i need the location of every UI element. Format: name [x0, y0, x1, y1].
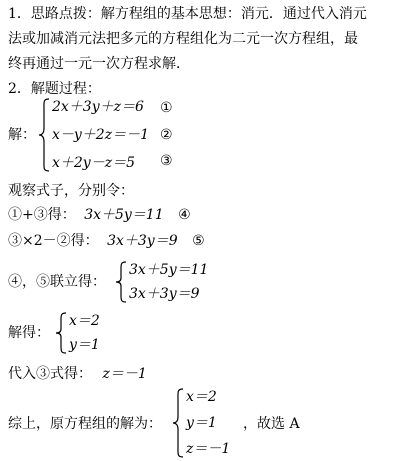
left-brace: [55, 312, 67, 354]
left-brace: [172, 388, 184, 458]
solution-y: y＝1: [69, 337, 100, 353]
combined-system: [115, 261, 208, 303]
observe-line: 观察式子，分别令：: [8, 183, 134, 199]
step-5: [8, 365, 147, 383]
step-1: [8, 206, 191, 224]
step-1-mark: ④: [178, 207, 191, 223]
final-x: x＝2: [186, 389, 217, 405]
step-2-eq: 3x＋3y＝9: [107, 233, 178, 249]
mark-3: ③: [160, 153, 173, 169]
mark-2: ②: [160, 127, 173, 143]
hint-line-3: 终再通过一元一次方程求解．: [8, 56, 190, 72]
process-heading: 2．解题过程：: [8, 81, 101, 97]
combined-eq-2: 3x＋3y＝9: [129, 286, 200, 302]
step-2-mark: ⑤: [192, 233, 205, 249]
solve-label: 解：: [8, 127, 36, 143]
step-1-text: ①+③得：: [8, 207, 76, 223]
hint-line-1: 1．思路点拨：解方程组的基本思想：消元．通过代入消元: [8, 6, 367, 22]
step-2-text: ③×2－②得：: [8, 233, 99, 249]
final-z: z＝－1: [186, 441, 231, 457]
step-2: [8, 232, 205, 250]
equation-1: 2x＋3y＋z＝6: [52, 99, 144, 115]
hint-line-2: 法或加减消元法把多元的方程组化为二元一次方程组，最: [8, 31, 358, 47]
left-brace: [115, 261, 127, 303]
step-1-eq: 3x＋5y＝11: [84, 207, 164, 223]
equation-2: x－y＋2z＝－1: [52, 127, 149, 143]
step-5-text: 代入③式得：: [8, 366, 92, 382]
conclusion-text: 综上，原方程组的解为：: [8, 416, 162, 432]
combined-eq-1: 3x＋5y＝11: [129, 262, 209, 278]
step-3-text: ④，⑤联立得：: [8, 274, 106, 290]
answer-choice: ，故选 A: [243, 416, 300, 432]
mark-1: ①: [160, 100, 173, 116]
step-4-text: 解得：: [8, 325, 50, 341]
left-brace: [38, 98, 50, 172]
xy-solution-system: [55, 312, 100, 354]
equation-3: x＋2y－z＝5: [52, 155, 135, 171]
step-5-eq: z＝－1: [102, 366, 147, 382]
final-solution-system: [172, 388, 230, 458]
final-y: y＝1: [186, 415, 217, 431]
solution-x: x＝2: [69, 313, 100, 329]
